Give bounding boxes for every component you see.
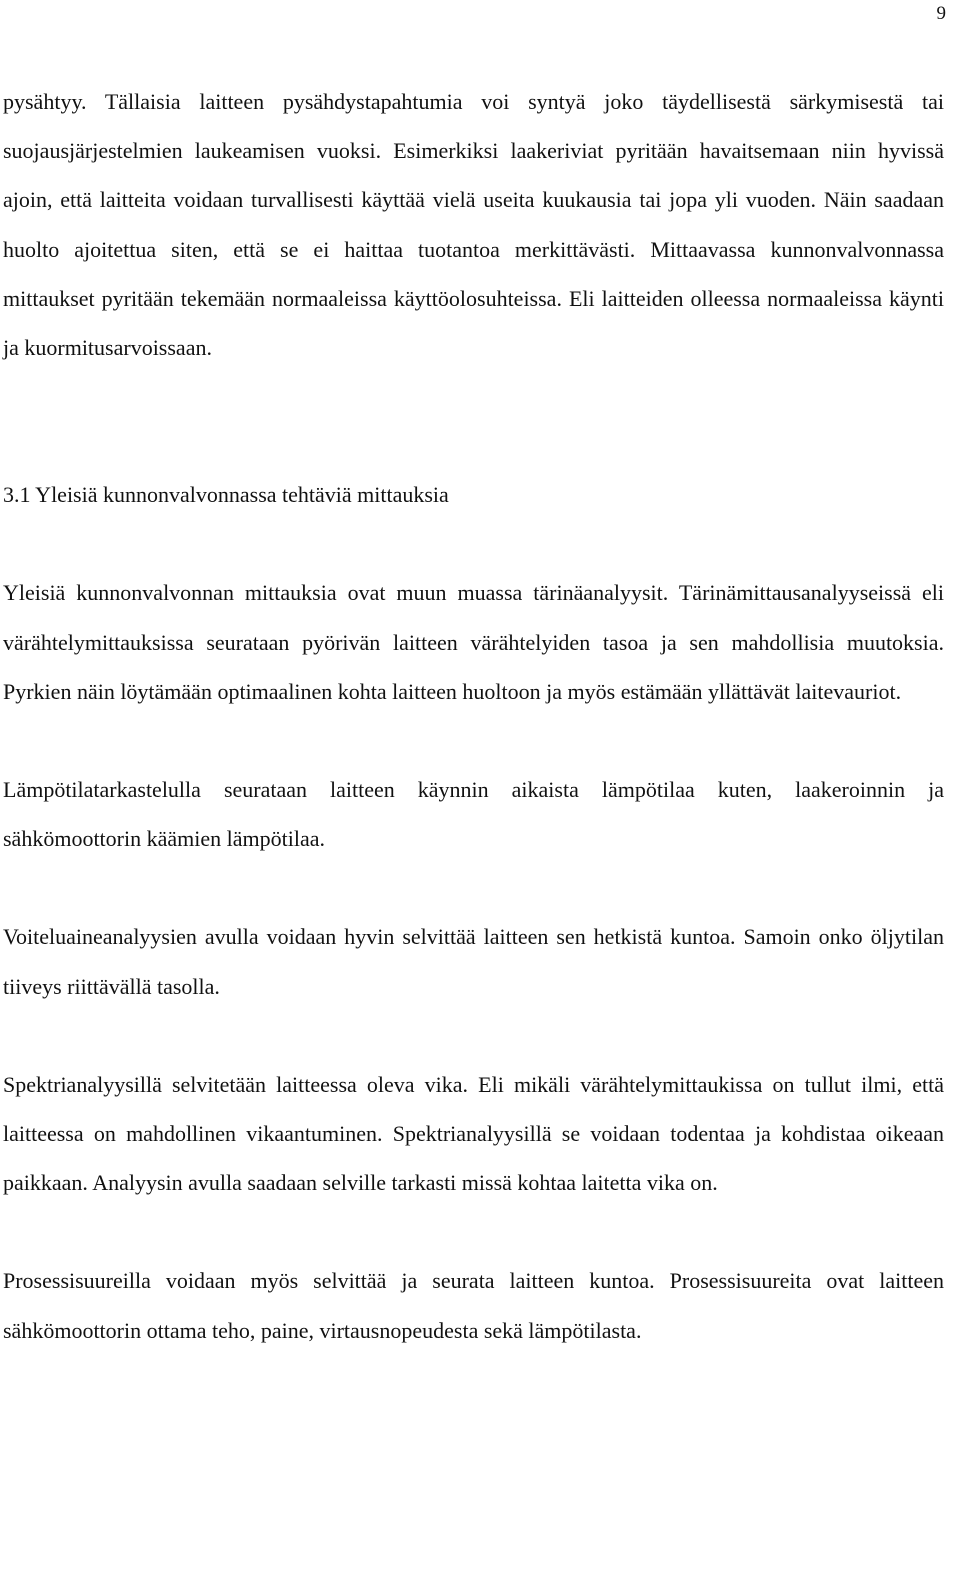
paragraph-lubricant-analysis: Voiteluaineanalyysien avulla voidaan hyvin selvittää laitteen sen hetkistä kuntoa. Samoin onko öljytilan tiiveys riittävällä tasolla. — [3, 924, 944, 999]
section-heading: 3.1 Yleisiä kunnonvalvonnassa tehtäviä mittauksia — [3, 482, 449, 508]
paragraph-vibration-analysis: Yleisiä kunnonvalvonnan mittauksia ovat muun muassa tärinäanalyysit. Tärinämittausanalyyseissä eli värähtelymittauksissa seurataan pyörivän laitteen värähtelyiden tasoa ja sen mahdollisia muutoksia. Pyrkien näin löytämään optimaalinen kohta laitteen huoltoon ja myös estämään yllättävät laitevauriot. — [3, 580, 944, 704]
document-body — [3, 77, 944, 1355]
paragraph-temperature: Lämpötilatarkastelulla seurataan laitteen käynnin aikaista lämpötilaa kuten, laakeroinnin ja sähkömoottorin käämien lämpötilaa. — [3, 777, 944, 852]
page-number: 9 — [936, 3, 946, 24]
paragraph-spectrum-analysis: Spektrianalyysillä selvitetään laitteessa oleva vika. Eli mikäli värähtelymittaukissa on tullut ilmi, että laitteessa on mahdollinen vikaantuminen. Spektrianalyysillä se voidaan todentaa ja kohdistaa oikeaan paikkaan. Analyysin avulla saadaan selville tarkasti missä kohtaa laitetta vika on. — [3, 1071, 944, 1196]
paragraph-process-quantities: Prosessisuureilla voidaan myös selvittää ja seurata laitteen kuntoa. Prosessisuureita ovat laitteen sähkömoottorin ottama teho, paine, virtausnopeudesta sekä lämpötilasta. — [3, 1268, 944, 1343]
paragraph-intro: pysähtyy. Tällaisia laitteen pysähdystapahtumia voi syntyä joko täydellisestä särkymisestä tai suojausjärjestelmien laukeamisen vuoksi. Esimerkiksi laakeriviat pyritään havaitsemaan niin hyvissä ajoin, että laitteita voidaan turvallisesti käyttää vielä useita kuukausia tai jopa yli vuoden. Näin saadaan huolto ajoitettua siten, että se ei haittaa tuotantoa merkittävästi. Mittaavassa kunnonvalvonnassa mittaukset pyritään tekemään normaaleissa käyttöolosuhteissa. Eli laitteiden olleessa normaaleissa käynti ja kuormitusarvoissaan. — [3, 89, 944, 361]
